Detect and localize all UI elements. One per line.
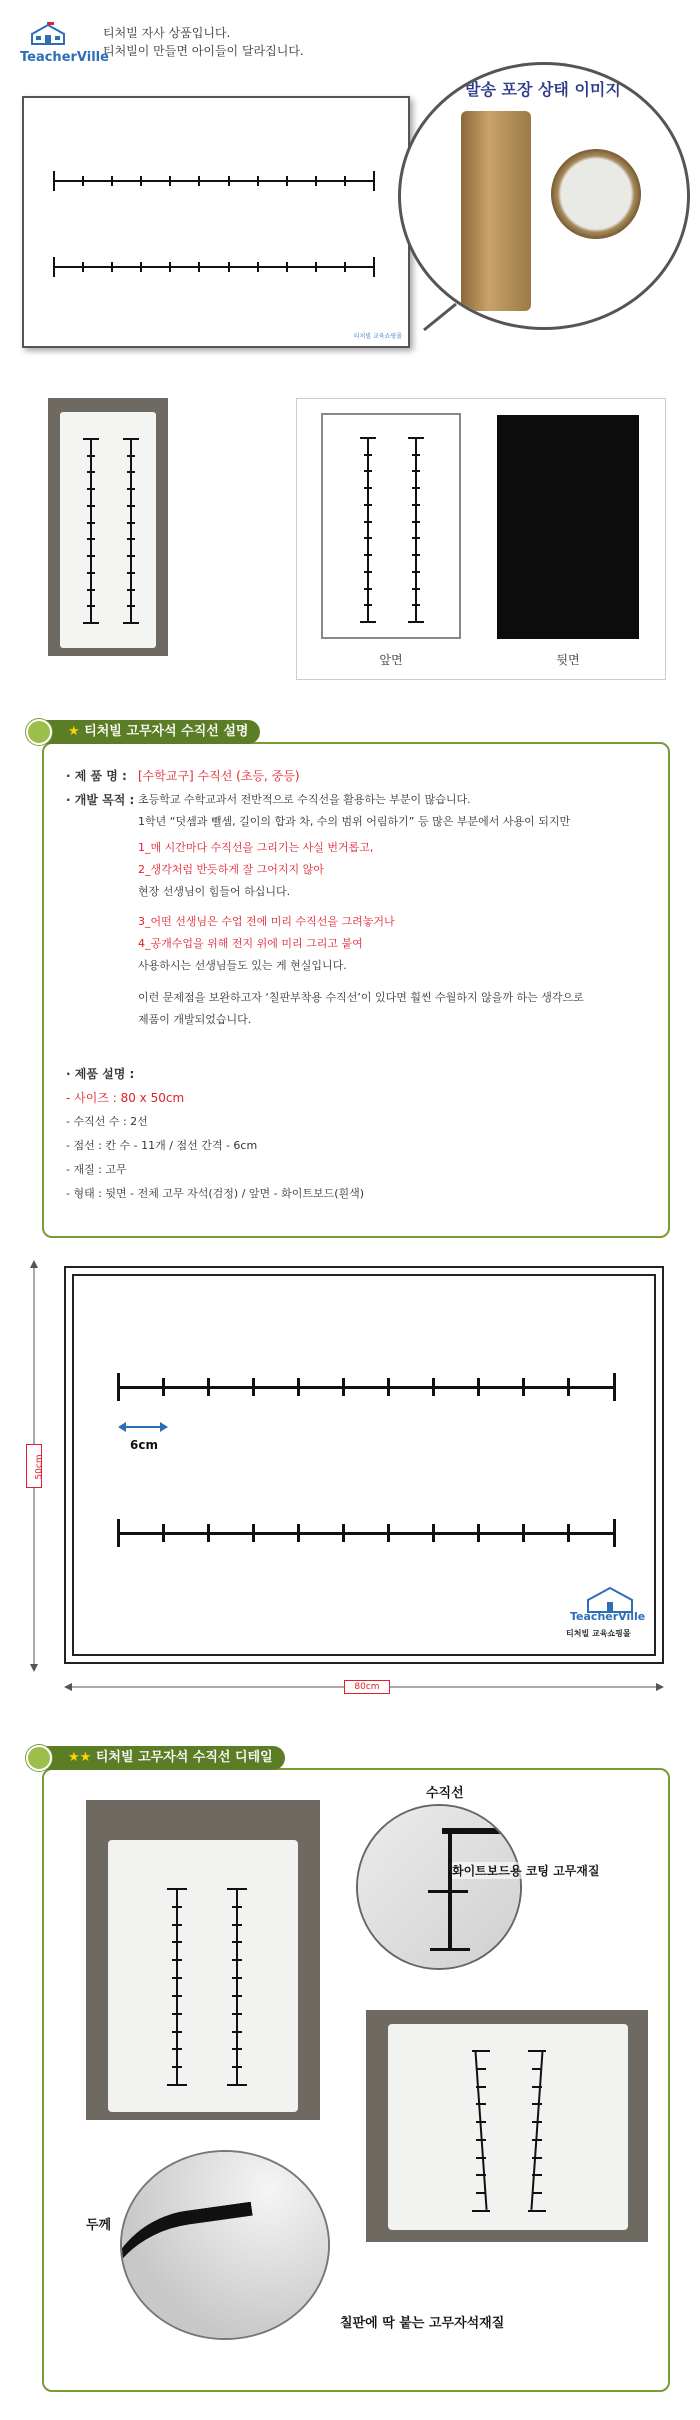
number-line-tick: [408, 621, 424, 623]
number-line-tick: [387, 1378, 390, 1396]
number-line-tick: [232, 2048, 242, 2050]
number-line-tick: [364, 470, 372, 472]
number-line-tick: [172, 1995, 182, 1997]
number-line-tick: [172, 1924, 182, 1926]
number-line-tick: [167, 1888, 187, 1890]
number-line-tick: [286, 176, 288, 186]
number-line-tick: [613, 1373, 616, 1401]
number-line-tick: [172, 2013, 182, 2015]
number-line-tick: [532, 2086, 542, 2088]
number-line-tick: [87, 589, 95, 591]
number-line-tick: [111, 176, 113, 186]
number-line-tick: [364, 521, 372, 523]
school-logo-icon: [28, 22, 68, 46]
height-label: 50cm: [34, 1454, 45, 1480]
number-line-tick: [123, 438, 139, 440]
number-line-tick: [477, 1524, 480, 1542]
number-line-label: 수직선: [426, 1786, 464, 1801]
spec-line-2: - 점선 : 칸 수 - 11개 / 점선 간격 - 6cm: [66, 1139, 258, 1152]
number-line-tick: [532, 2157, 542, 2159]
problem-note-b: 사용하시는 선생님들도 있는 게 현실입니다.: [138, 959, 347, 972]
number-line-tick: [364, 537, 372, 539]
number-line-tick: [364, 454, 372, 456]
number-line-tick: [127, 589, 135, 591]
number-line-tick: [532, 2139, 542, 2141]
magnet-label: 칠판에 딱 붙는 고무자석재질: [340, 2316, 505, 2331]
number-line-tick: [127, 538, 135, 540]
number-line-tick: [87, 471, 95, 473]
number-line-tick: [172, 1977, 182, 1979]
number-line-tick: [162, 1524, 165, 1542]
number-line-tick: [140, 262, 142, 272]
number-line-tick: [127, 605, 135, 607]
number-line-tick: [476, 2103, 486, 2105]
number-line-tick: [364, 504, 372, 506]
number-line-tick: [344, 176, 346, 186]
number-line-tick: [297, 1524, 300, 1542]
solution-line-2: 제품이 개발되었습니다.: [138, 1013, 252, 1026]
number-line-tick: [232, 1906, 242, 1908]
number-line-tick: [408, 437, 424, 439]
number-line-tick: [476, 2157, 486, 2159]
number-line-tick: [364, 571, 372, 573]
flex-board-photo: [366, 2010, 648, 2242]
number-line-tick: [227, 1888, 247, 1890]
number-line-tick: [198, 262, 200, 272]
front-label: 앞면: [379, 653, 403, 667]
coating-label: 화이트보드용 코팅 고무재질: [452, 1864, 600, 1878]
number-line-tick: [53, 171, 55, 191]
front-board-image: [321, 413, 461, 639]
spec-line-4: - 형태 : 뒷면 - 전체 고무 자석(검정) / 앞면 - 화이트보드(흰색): [66, 1187, 365, 1200]
star-icon: ★: [68, 724, 85, 739]
number-line-tick: [257, 176, 259, 186]
details-title-tab: [38, 1746, 285, 1770]
number-line-tick: [172, 2031, 182, 2033]
number-line-tick: [364, 554, 372, 556]
number-line-tick: [286, 262, 288, 272]
leaf-icon: [26, 719, 52, 745]
detail-held-board-photo: [86, 1800, 320, 2120]
number-line-tick: [472, 2050, 490, 2052]
number-line-tick: [83, 438, 99, 440]
back-label: 뒷면: [556, 653, 580, 667]
number-line-tick: [532, 2192, 542, 2194]
number-line-tick: [373, 257, 375, 277]
product-name-label: · 제 품 명 :: [66, 769, 127, 783]
number-line-tick: [117, 1519, 120, 1547]
number-line-tick: [87, 538, 95, 540]
number-line-tick: [127, 471, 135, 473]
number-line-tick: [127, 522, 135, 524]
product-name-value: [수학교구] 수직선 (초등, 중등): [138, 769, 300, 783]
number-line-tick: [232, 1924, 242, 1926]
spec-title: · 제품 설명 :: [66, 1067, 135, 1081]
description-title-tab: [38, 720, 260, 744]
number-line-tick: [232, 2013, 242, 2015]
number-line-tick: [140, 176, 142, 186]
number-line-tick: [111, 262, 113, 272]
number-line-tick: [127, 505, 135, 507]
number-line-tick: [315, 262, 317, 272]
board-stamp: 티처빌 교육쇼핑몰: [353, 333, 402, 340]
number-line-tick: [532, 2121, 542, 2123]
number-line-tick: [87, 522, 95, 524]
number-line-tick: [232, 2066, 242, 2068]
number-line-tick: [364, 487, 372, 489]
number-line-tick: [207, 1378, 210, 1396]
number-line-tick: [532, 2103, 542, 2105]
number-line-tick: [172, 1959, 182, 1961]
tube-image: [461, 111, 531, 311]
front-back-frame: [296, 398, 666, 680]
gap-label: 6cm: [130, 1438, 158, 1452]
number-line-tick: [364, 604, 372, 606]
number-line-tick: [87, 488, 95, 490]
gap-arrow: [118, 1420, 168, 1434]
number-line-tick: [127, 572, 135, 574]
number-line-tick: [257, 262, 259, 272]
number-line-tick: [83, 622, 99, 624]
number-line-tick: [82, 176, 84, 186]
number-line-tick: [567, 1378, 570, 1396]
number-line-tick: [172, 1906, 182, 1908]
purpose-line-1: 초등학교 수학교과서 전반적으로 수직선을 활용하는 부분이 많습니다.: [138, 793, 471, 806]
zoom-bubble: [356, 1804, 522, 1970]
number-line-tick: [228, 176, 230, 186]
number-line-tick: [476, 2068, 486, 2070]
width-label: 80cm: [344, 1680, 390, 1694]
leaf-icon-2: [26, 1745, 52, 1771]
number-line-tick: [232, 1959, 242, 1961]
number-line-tick: [360, 437, 376, 439]
number-line-tick: [123, 622, 139, 624]
diagram-board: [64, 1266, 664, 1664]
number-line-tick: [476, 2121, 486, 2123]
number-line-tick: [297, 1378, 300, 1396]
number-line-tick: [252, 1524, 255, 1542]
number-line-tick: [360, 621, 376, 623]
held-board-photo: [48, 398, 168, 656]
bubble-tail: [422, 300, 462, 334]
number-line-tick: [87, 455, 95, 457]
number-line-tick: [232, 1995, 242, 1997]
number-line-tick: [167, 2084, 187, 2086]
problem-line-3: 3_어떤 선생님은 수업 전에 미리 수직선을 그려놓거나: [138, 915, 395, 928]
number-line-tick: [412, 454, 420, 456]
number-line-tick: [172, 1941, 182, 1943]
number-line-tick: [412, 554, 420, 556]
number-line-tick: [532, 2174, 542, 2176]
number-line-tick: [232, 1977, 242, 1979]
number-line-tick: [476, 2086, 486, 2088]
number-line-tick: [252, 1378, 255, 1396]
number-line-tick: [344, 262, 346, 272]
number-line-tick: [412, 537, 420, 539]
number-line-tick: [169, 176, 171, 186]
spec-line-1: - 수직선 수 : 2선: [66, 1115, 148, 1128]
number-line-tick: [315, 176, 317, 186]
number-line-tick: [412, 470, 420, 472]
number-line-tick: [528, 2050, 546, 2052]
number-line-tick: [227, 2084, 247, 2086]
number-line-tick: [364, 588, 372, 590]
purpose-line-2: 1학년 “덧셈과 뺄셈, 길이의 합과 차, 수의 범위 어림하기” 등 많은 부분에서 사용이 되지만: [138, 815, 571, 828]
description-title: 티처빌 고무자석 수직선 설명: [84, 724, 249, 739]
number-line-tick: [373, 171, 375, 191]
number-line-tick: [412, 521, 420, 523]
stamp-text: 티처빌 교육쇼핑몰: [566, 1629, 631, 1638]
number-line-tick: [412, 588, 420, 590]
number-line-tick: [169, 262, 171, 272]
number-line-tick: [342, 1524, 345, 1542]
number-line-tick: [476, 2192, 486, 2194]
header-line-1: 티처빌 자사 상품입니다.: [103, 26, 231, 40]
number-line-tick: [232, 1941, 242, 1943]
number-line-tick: [117, 1373, 120, 1401]
solution-line-1: 이런 문제점을 보완하고자 ‘칠판부착용 수직선’이 있다면 훨씬 수월하지 않을까 하는 생각으로: [138, 991, 584, 1004]
shipping-bubble: [398, 62, 690, 330]
thickness-label: 두께: [86, 2218, 112, 2233]
problem-line-4: 4_공개수업을 위해 전지 위에 미리 그리고 붙여: [138, 937, 363, 950]
number-line-tick: [53, 257, 55, 277]
number-line-tick: [228, 262, 230, 272]
number-line-tick: [127, 488, 135, 490]
number-line-tick: [522, 1378, 525, 1396]
number-line-tick: [476, 2139, 486, 2141]
problem-line-2: 2_생각처럼 반듯하게 잘 그어지지 않아: [138, 863, 324, 876]
back-board-image: [497, 415, 639, 639]
details-title: 티처빌 고무자석 수직선 디테일: [95, 1750, 273, 1765]
product-board-image: [22, 96, 410, 348]
number-line-tick: [412, 604, 420, 606]
problem-note-a: 현장 선생님이 힘들어 하십니다.: [138, 885, 291, 898]
number-line-tick: [82, 262, 84, 272]
number-line-tick: [476, 2174, 486, 2176]
stars-icon: ★★: [68, 1750, 96, 1765]
purpose-label: · 개발 목적 :: [66, 793, 135, 807]
number-line-tick: [477, 1378, 480, 1396]
stamp-brand: TeacherVille: [570, 1610, 646, 1623]
number-line-tick: [87, 572, 95, 574]
number-line-tick: [162, 1378, 165, 1396]
number-line-tick: [412, 487, 420, 489]
spec-size: - 사이즈 : 80 x 50cm: [66, 1091, 185, 1105]
number-line-tick: [87, 605, 95, 607]
number-line-tick: [387, 1524, 390, 1542]
number-line-tick: [172, 2066, 182, 2068]
number-line-tick: [613, 1519, 616, 1547]
shipping-label: 발송 포장 상태 이미지: [465, 80, 621, 99]
number-line-tick: [528, 2210, 546, 2212]
number-line-tick: [532, 2068, 542, 2070]
number-line-tick: [87, 555, 95, 557]
number-line-tick: [207, 1524, 210, 1542]
number-line-tick: [432, 1524, 435, 1542]
header-line-2: 티처빌이 만들면 아이들이 달라집니다.: [103, 44, 304, 58]
number-line-tick: [232, 2031, 242, 2033]
number-line-tick: [127, 455, 135, 457]
number-line-tick: [412, 571, 420, 573]
number-line-tick: [522, 1524, 525, 1542]
number-line-tick: [567, 1524, 570, 1542]
number-line-tick: [432, 1378, 435, 1396]
brand-logo: TeacherVille: [20, 50, 109, 65]
number-line-tick: [172, 2048, 182, 2050]
problem-line-1: 1_매 시간마다 수직선을 그리기는 사실 번거롭고,: [138, 841, 374, 854]
number-line-tick: [342, 1378, 345, 1396]
number-line-tick: [198, 176, 200, 186]
number-line-tick: [412, 504, 420, 506]
thickness-bubble: [120, 2150, 330, 2340]
tube-end-image: [541, 139, 651, 249]
number-line-tick: [472, 2210, 490, 2212]
spec-line-3: - 재질 : 고무: [66, 1163, 127, 1176]
number-line-tick: [87, 505, 95, 507]
number-line-tick: [127, 555, 135, 557]
